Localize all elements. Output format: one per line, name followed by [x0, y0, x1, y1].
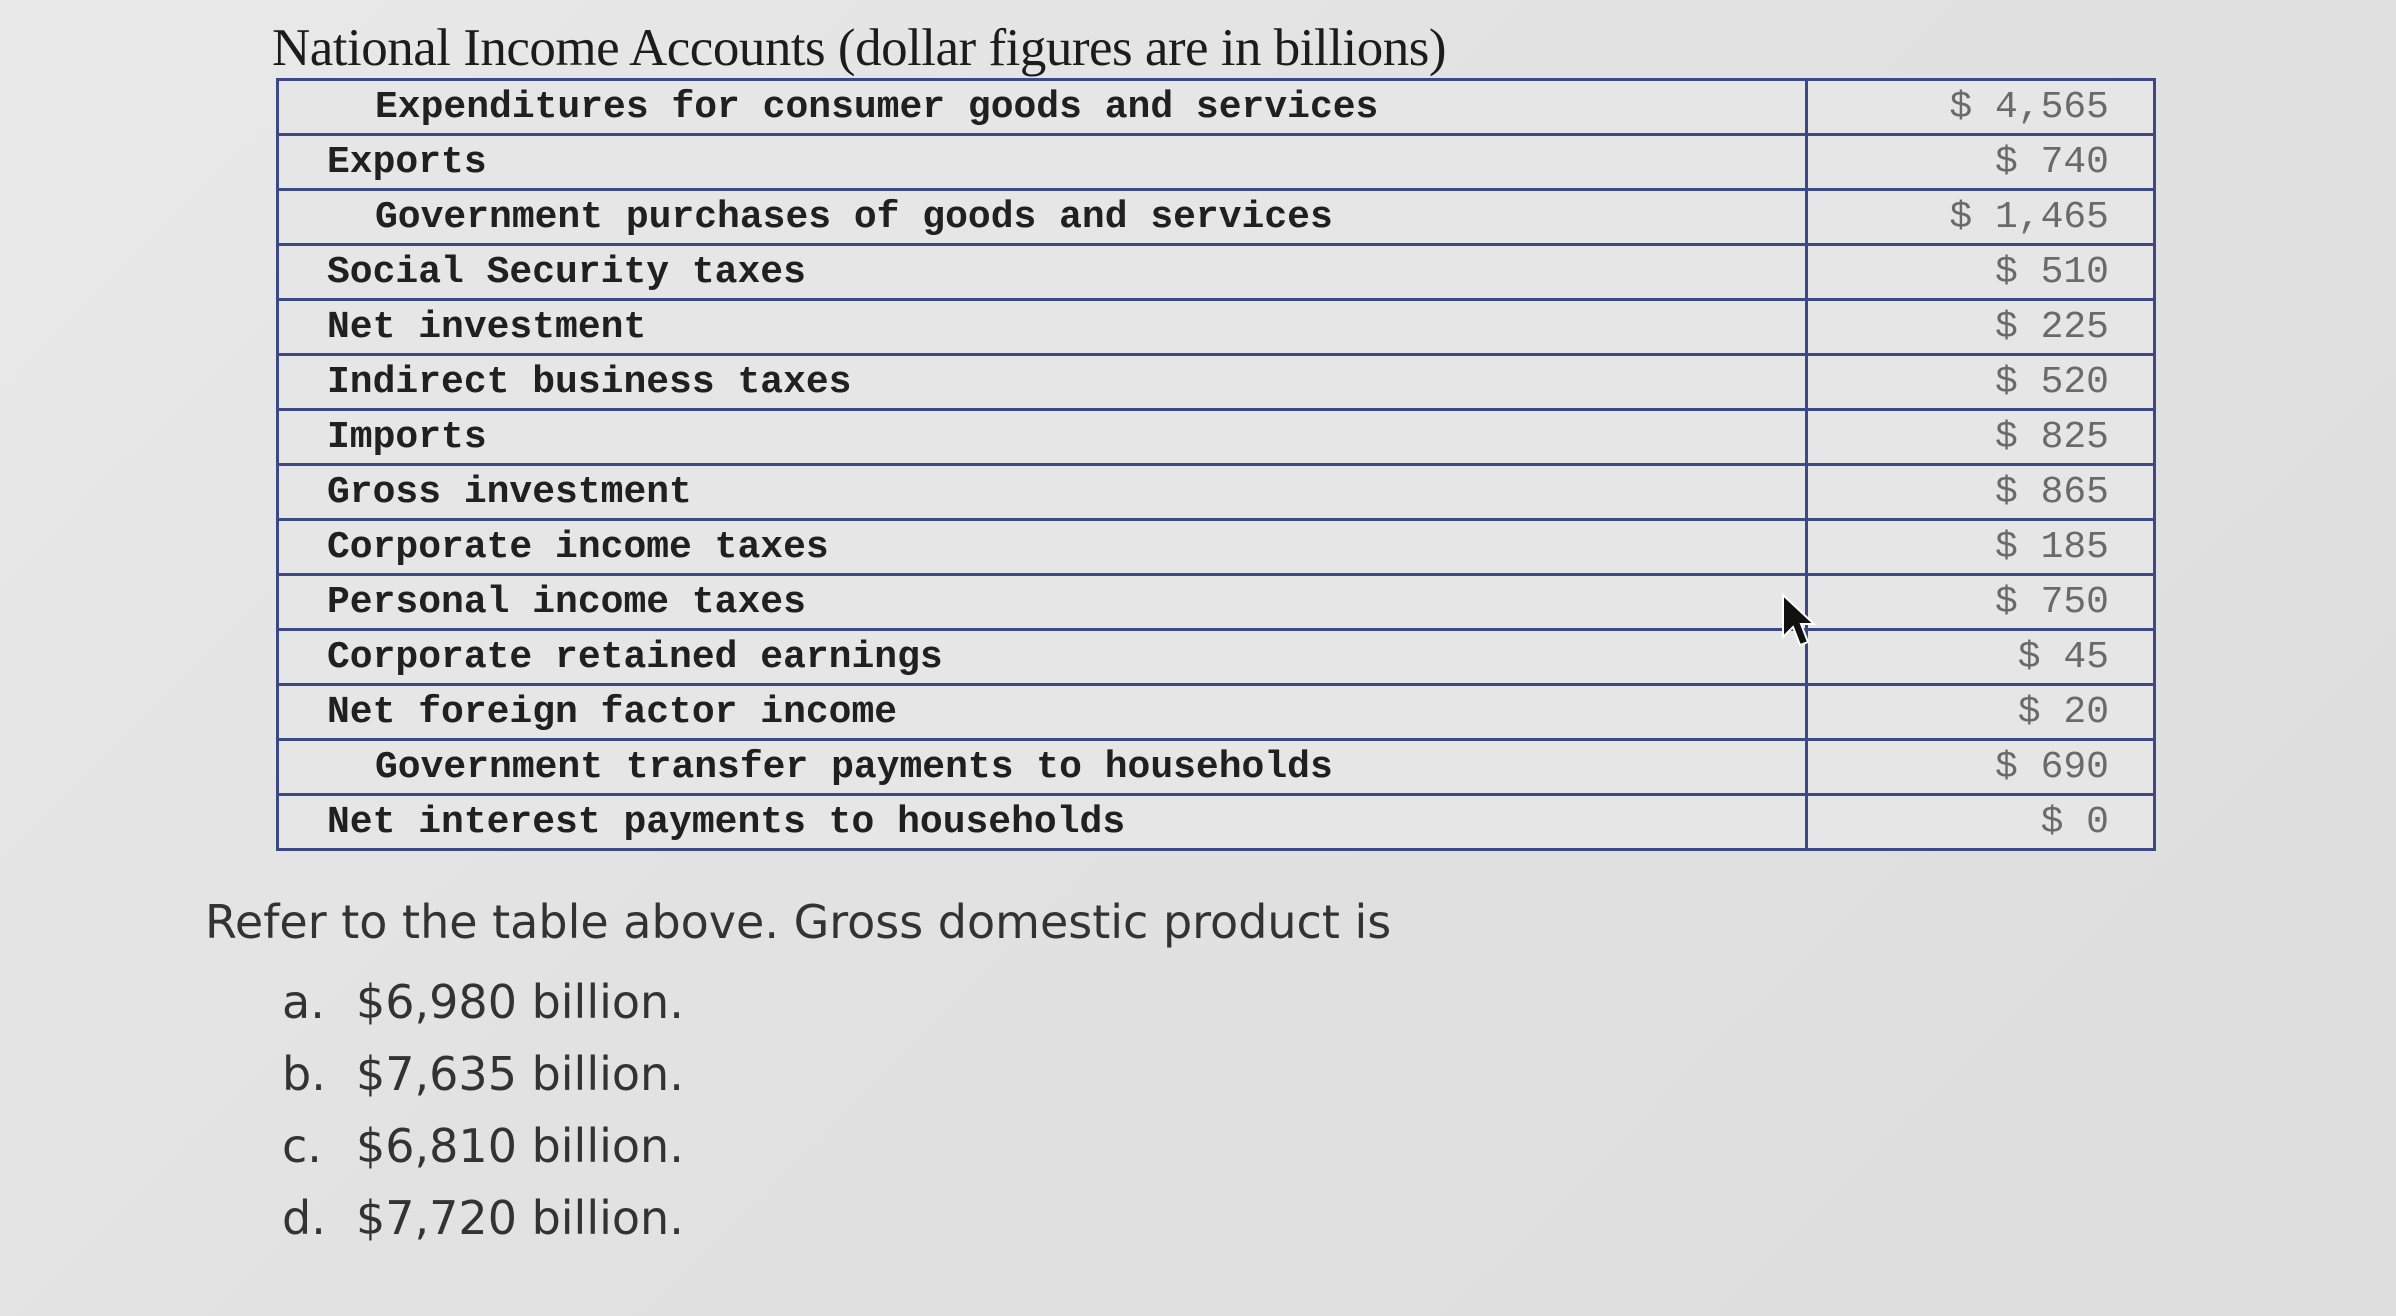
option-letter: b.	[282, 1047, 326, 1101]
table-row	[278, 630, 2155, 685]
row-label: Exports	[278, 135, 1807, 190]
option-letter: c.	[282, 1119, 322, 1173]
option-letter: a.	[282, 975, 325, 1029]
table-row	[278, 355, 2155, 410]
row-value: $ 825	[1807, 410, 2155, 465]
option-text: $7,635 billion.	[356, 1047, 684, 1101]
mouse-pointer-icon	[1781, 593, 1817, 649]
table-row	[278, 740, 2155, 795]
row-value: $ 865	[1807, 465, 2155, 520]
row-label: Government transfer payments to households	[278, 740, 1807, 795]
option-letter: d.	[282, 1191, 326, 1245]
table-row	[278, 685, 2155, 740]
row-value: $ 0	[1807, 795, 2155, 850]
table-row	[278, 575, 2155, 630]
page-title: National Income Accounts (dollar figures are in billions)	[272, 19, 1446, 77]
row-value: $ 740	[1807, 135, 2155, 190]
table-row	[278, 410, 2155, 465]
answer-option-b[interactable]	[282, 1038, 684, 1110]
row-value: $ 45	[1807, 630, 2155, 685]
national-income-table	[276, 78, 2156, 851]
table-row	[278, 520, 2155, 575]
row-label: Imports	[278, 410, 1807, 465]
row-value: $ 185	[1807, 520, 2155, 575]
answer-option-c[interactable]	[282, 1110, 684, 1182]
table-row	[278, 300, 2155, 355]
row-value: $ 690	[1807, 740, 2155, 795]
row-value: $ 750	[1807, 575, 2155, 630]
row-label: Net interest payments to households	[278, 795, 1807, 850]
answer-option-d[interactable]	[282, 1182, 684, 1254]
row-label: Indirect business taxes	[278, 355, 1807, 410]
table-row	[278, 190, 2155, 245]
row-label: Government purchases of goods and services	[278, 190, 1807, 245]
option-text: $6,810 billion.	[356, 1119, 684, 1173]
row-label: Corporate income taxes	[278, 520, 1807, 575]
row-label: Expenditures for consumer goods and services	[278, 80, 1807, 135]
row-value: $ 510	[1807, 245, 2155, 300]
table-row	[278, 465, 2155, 520]
question-text: Refer to the table above. Gross domestic product is	[205, 895, 1392, 949]
row-label: Gross investment	[278, 465, 1807, 520]
table-row	[278, 135, 2155, 190]
answer-options	[282, 966, 684, 1254]
option-text: $6,980 billion.	[356, 975, 684, 1029]
table-row	[278, 80, 2155, 135]
row-label: Net investment	[278, 300, 1807, 355]
row-label: Social Security taxes	[278, 245, 1807, 300]
row-label: Net foreign factor income	[278, 685, 1807, 740]
row-value: $ 4,565	[1807, 80, 2155, 135]
row-value: $ 520	[1807, 355, 2155, 410]
option-text: $7,720 billion.	[356, 1191, 684, 1245]
row-label: Corporate retained earnings	[278, 630, 1807, 685]
row-value: $ 20	[1807, 685, 2155, 740]
table-body	[278, 80, 2155, 850]
row-value: $ 1,465	[1807, 190, 2155, 245]
row-label: Personal income taxes	[278, 575, 1807, 630]
table-row	[278, 245, 2155, 300]
answer-option-a[interactable]	[282, 966, 684, 1038]
row-value: $ 225	[1807, 300, 2155, 355]
table-row	[278, 795, 2155, 850]
